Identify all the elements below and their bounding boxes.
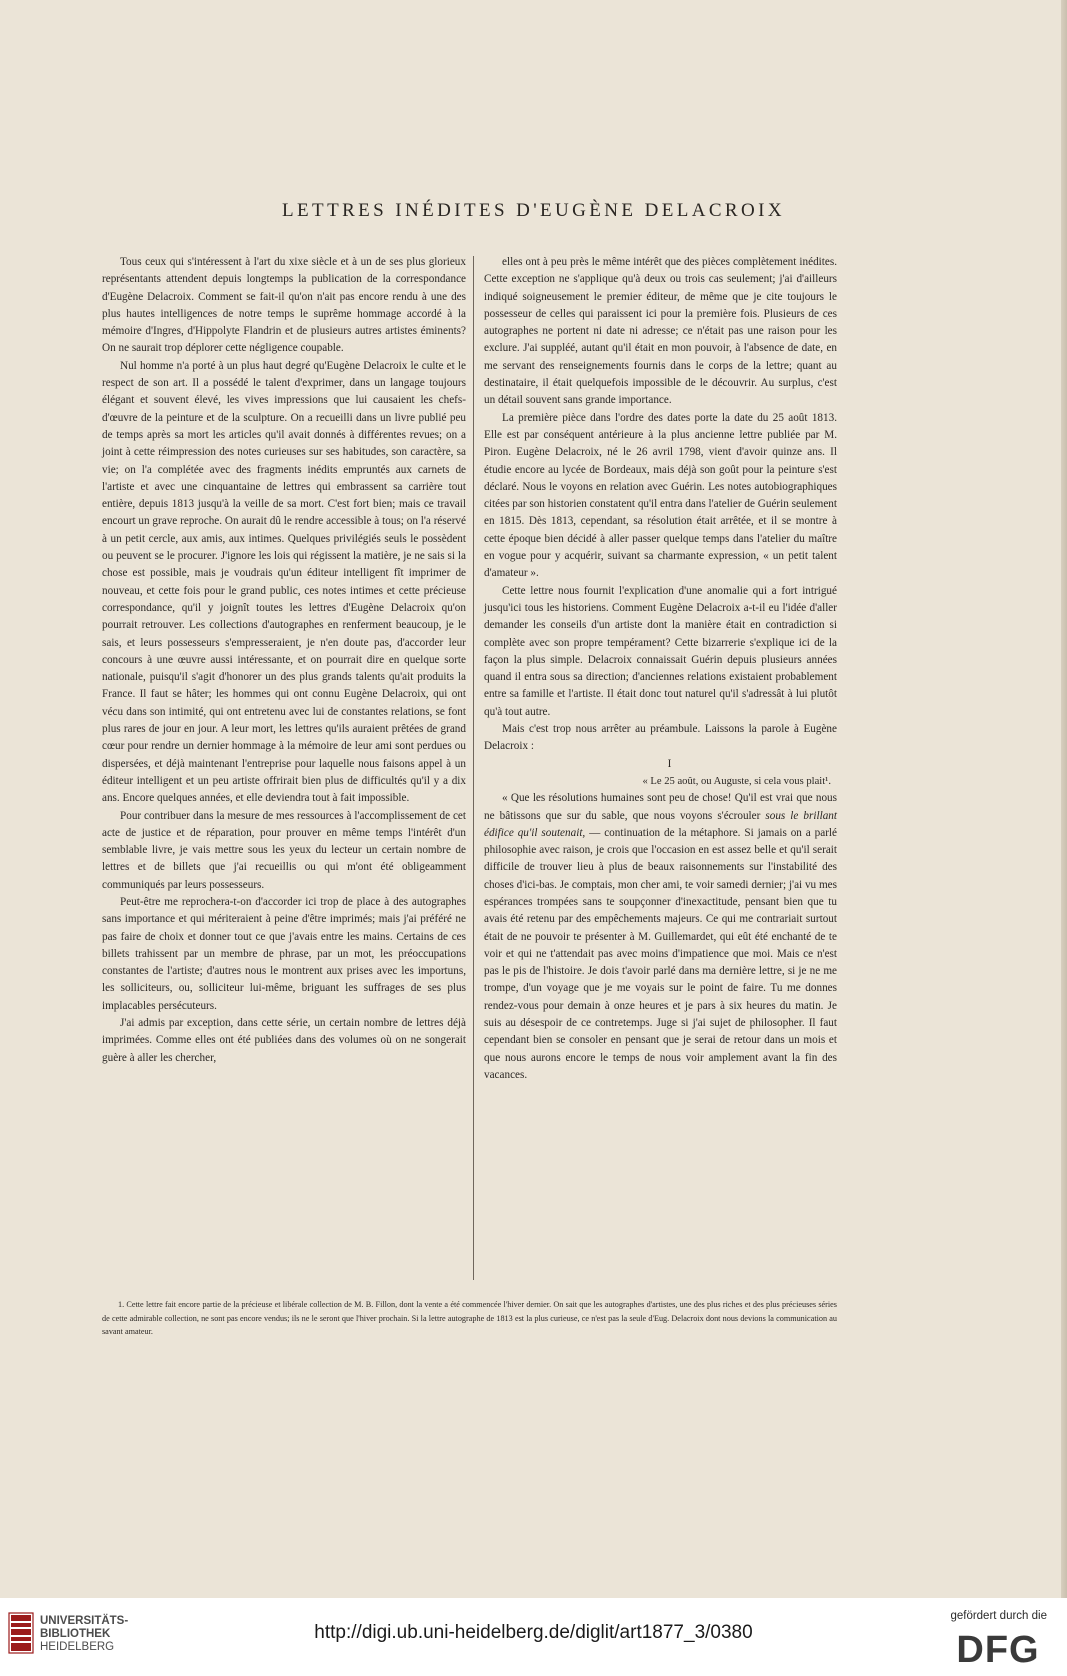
library-name-line: UNIVERSITÄTS- [40,1615,129,1627]
section-number: I [667,757,672,770]
column-divider [473,256,474,1280]
letter-paragraph [484,790,837,1084]
footnote [102,1298,837,1339]
dfg-logo-text: DFG [956,1629,1040,1666]
paragraph: Mais c'est trop nous arrêter au préambule. Laissons la parole à Eugène Delacroix : [484,723,837,753]
library-name-line: BIBLIOTHEK [40,1628,111,1640]
paragraph: La première pièce dans l'ordre des dates porte la date du 25 août 1813. Elle est par conséquent antérieure à la plus ancienne lettre publiée par M. Piron. Eugène Delacroix, né le 26 avril 1798, vient d'avoir quinze ans. Il étudie encore au lycée de Bordeaux, mais déjà son goût pour la peinture s'est déclaré. Nous le voyons en relation avec Guérin. Les notes autobiographiques citées par son historien constatent qu'il entra dans l'atelier de Guérin seulement en 1815. Dès 1813, cependant, sa résolution était arrêtée, et il se montre à cette époque bien décidé à aller passer quelque temps dans l'atelier du maître en vogue pour y acquérir, suivant sa charmante expression, « un petit talent d'amateur ». [484,411,837,580]
left-column [102,254,466,1067]
paragraph: J'ai admis par exception, dans cette série, un certain nombre de lettres déjà imprimées. Comme elles ont été publiées dans des volumes où on ne songerait guère à aller les chercher, [102,1017,466,1064]
letter-date: « Le 25 août, ou Auguste, si cela vous plait¹. [642,775,831,787]
paragraph: Cette lettre nous fournit l'explication d'une anomalie qui a fort intrigué jusqu'ici tous les historiens. Comment Eugène Delacroix a-t-il eu l'idée d'aller demander les conseils d'un artiste dont la manière était en contradiction si complète avec son propre tempérament? Cette bizarrerie s'explique ici de la façon la plus simple. Delacroix connaissait Guérin depuis plusieurs années quand il entra sous sa direction; d'anciennes relations existaient probablement entre sa famille et l'artiste. Il était donc tout naturel qu'il s'adressât à lui plutôt qu'à tout autre. [484,584,837,718]
paragraph: Pour contribuer dans la mesure de mes ressources à l'accomplissement de cet acte de justice et de réparation, pour prouver en même temps l'intérêt d'un semblable livre, je vais mettre sous les yeux du lecteur un certain nombre de lettres et de billets que j'ai recueillis ou qui m'ont été obligeamment communiqués par leurs possesseurs. [102,809,466,891]
paragraph: Nul homme n'a porté à un plus haut degré qu'Eugène Delacroix le culte et le respect de son art. Il a possédé le talent d'exprimer, dans un langage toujours élégant et souvent élevé, les vives impressions que lui causaient les chefs-d'œuvre de la peinture et de la sculpture. On a recueilli dans un livre publié peu de temps après sa mort les articles qu'il avait donnés à différentes revues; on a joint à cette réimpression des notes curieuses sur ses habitudes, son caractère, sa vie; on l'a complétée avec des fragments inédits empruntés aux carnets de l'artiste et avec une cinquantaine de lettres qui embrassent sa carrière tout entière, depuis 1813 jusqu'à la veille de sa mort. C'est fort bien; mais ce travail encourt un grave reproche. On aurait dû le rendre accessible à tous; on l'a réservé à un petit cercle, aux amis, aux intimes. Quelques privilégiés seuls le possèdent ou peuvent se le procurer. J'ignore les lois qui régissent la matière, je ne sais si la chose est possible, mais je voudrais qu'un éditeur intelligent fît imprimer de nouveau, et cette fois pour le grand public, ces notes intimes et cette précieuse correspondance, qu'il y joignît toutes les lettres d'Eugène Delacroix qu'on pourrait retrouver. Les collections d'autographes en renferment beaucoup, je le sais, et leurs possesseurs s'empresseraient, je n'en doute pas, d'accorder leur concours à une œuvre aussi intéressante, et on pourrait dire en quelque sorte nationale, puisqu'il s'agit d'honorer un des plus grands talents qu'ait produits la France. Il faut se hâter; les hommes qui ont connu Eugène Delacroix, qui ont vécu dans son intimité, qui ont entretenu avec lui de constantes relations, se font plus rares de jour en jour. A leur mort, les lettres qu'ils auraient prêtées de grand cœur pour rendre un dernier hommage à la mémoire de leur ami sont perdues ou dispersées, et déjà maintenant l'entreprise pour laquelle nous faisons appel à un éditeur intelligent et un peu artiste offrirait bien plus de difficultés qu'il y a dix ans. Encore quelques années, et elle deviendra tout à fait impossible. [102,359,466,805]
letter-text-italic: sous le brillant édifice qu'il soutenait, [484,809,837,839]
footnote-text: 1. Cette lettre fait encore partie de la précieuse et libérale collection de M. B. Fillon, dont la vente a été commencée l'hiver dernier. On sait que les autographes d'artistes, une des plus riches et des plus précieuses séries de cette admirable collection, ne sont pas encore vendus; ils ne le seront que l'hiver prochain. Si la lettre autographe de 1813 est la plus curieuse, ce n'est pas la seule d'Eug. Delacroix dont nous devions la communication au savant amateur. [102,1300,837,1336]
right-column [484,254,837,1084]
paragraph: Tous ceux qui s'intéressent à l'art du xixe siècle et à un de ses plus glorieux représentants attendent depuis longtemps la publication de la correspondance d'Eugène Delacroix. Comment se fait-il qu'on n'ait pas encore rendu à une des plus hautes intelligences de notre temps le suprême hommage accordé à la mémoire d'Ingres, d'Hippolyte Flandrin et de plusieurs autres artistes éminents? On ne saurait trop déplorer cette négligence coupable. [102,256,466,355]
page-edge [1061,0,1067,1598]
dfg-logo-icon[interactable] [945,1628,1051,1666]
funding-caption: gefördert durch die [950,1610,1047,1622]
letter-text-end: — continuation de la métaphore. Si jamais on a parlé philosophie avec raison, je crois que l'occasion en est assez belle et qu'il serait difficile de trouver lieu à plus de beaux raisonnements sur l'instabilité des choses d'ici-bas. Je comptais, mon cher ami, te voir samedi dernier; j'ai vu mes espérances trompées sans te soupçonner d'inexactitude, pensant bien que tu avais été retenu par des empêchements majeurs. Ce qui me contrariait surtout était de ne pouvoir te présenter à M. Guillemardet, qui eût été enchanté de te voir et qui ne t'attendait pas avec moins d'impatience que moi. Mais ce n'est pas le pis de l'histoire. Je dois t'avoir parlé dans ma dernière lettre, si je ne me trompe, d'un voyage que je me voyais sur le point de faire. Tu me donnes rendez-vous pour demain à onze heures et je pars à six heures du matin. Je suis au désespoir de ce contretemps. Juge si j'ai sujet de philosopher. Il faut cependant bien se consoler en pensant que je serai de retour dans un mois et que nous aurons encore le temps de nous voir amplement avant la fin des vacances. [484,826,837,1081]
page-title: LETTRES INÉDITES D'EUGÈNE DELACROIX [282,200,785,221]
paragraph: Peut-être me reprochera-t-on d'accorder ici trop de place à des autographes sans importance et qui mériteraient à peine d'être imprimés; mais j'ai préféré ne pas faire de choix et donner tout ce que j'avais entre les mains. Certains de ces billets trahissent par un membre de phrase, par un mot, les préoccupations constantes de l'artiste; d'autres nous le montrent aux prises avec les importuns, les solliciteurs, ou, solliciteur lui-même, briguant les suffrages de ses plus implacables persécuteurs. [102,895,466,1012]
library-name-line: HEIDELBERG [40,1641,115,1653]
letter-text-start: « Que les résolutions humaines sont peu de chose! Qu'il est vrai que nous ne bâtissons que sur du sable, que nous voyons s'écrouler [484,792,837,822]
paragraph: elles ont à peu près le même intérêt que des pièces complètement inédites. Cette exception ne s'applique qu'à deux ou trois cas seulement; j'ai d'ailleurs indiqué soigneusement le premier éditeur, de même que je cite toujours le possesseur de celles qui paraissent ici pour la première fois. Plusieurs de ces autographes ne portent ni date ni adresse; ce n'était pas une raison pour les exclure. J'ai suppléé, autant qu'il était en mon pouvoir, à l'absence de date, en me servant des renseignements fournis dans le corps de la lettre; quant au destinataire, il était quelquefois impossible de le découvrir. Au surplus, c'est un détail souvent sans grande importance. [484,256,837,407]
permalink-url[interactable]: http://digi.ub.uni-heidelberg.de/diglit/art1877_3/0380 [314,1622,753,1643]
footer-bar [0,1598,1067,1676]
